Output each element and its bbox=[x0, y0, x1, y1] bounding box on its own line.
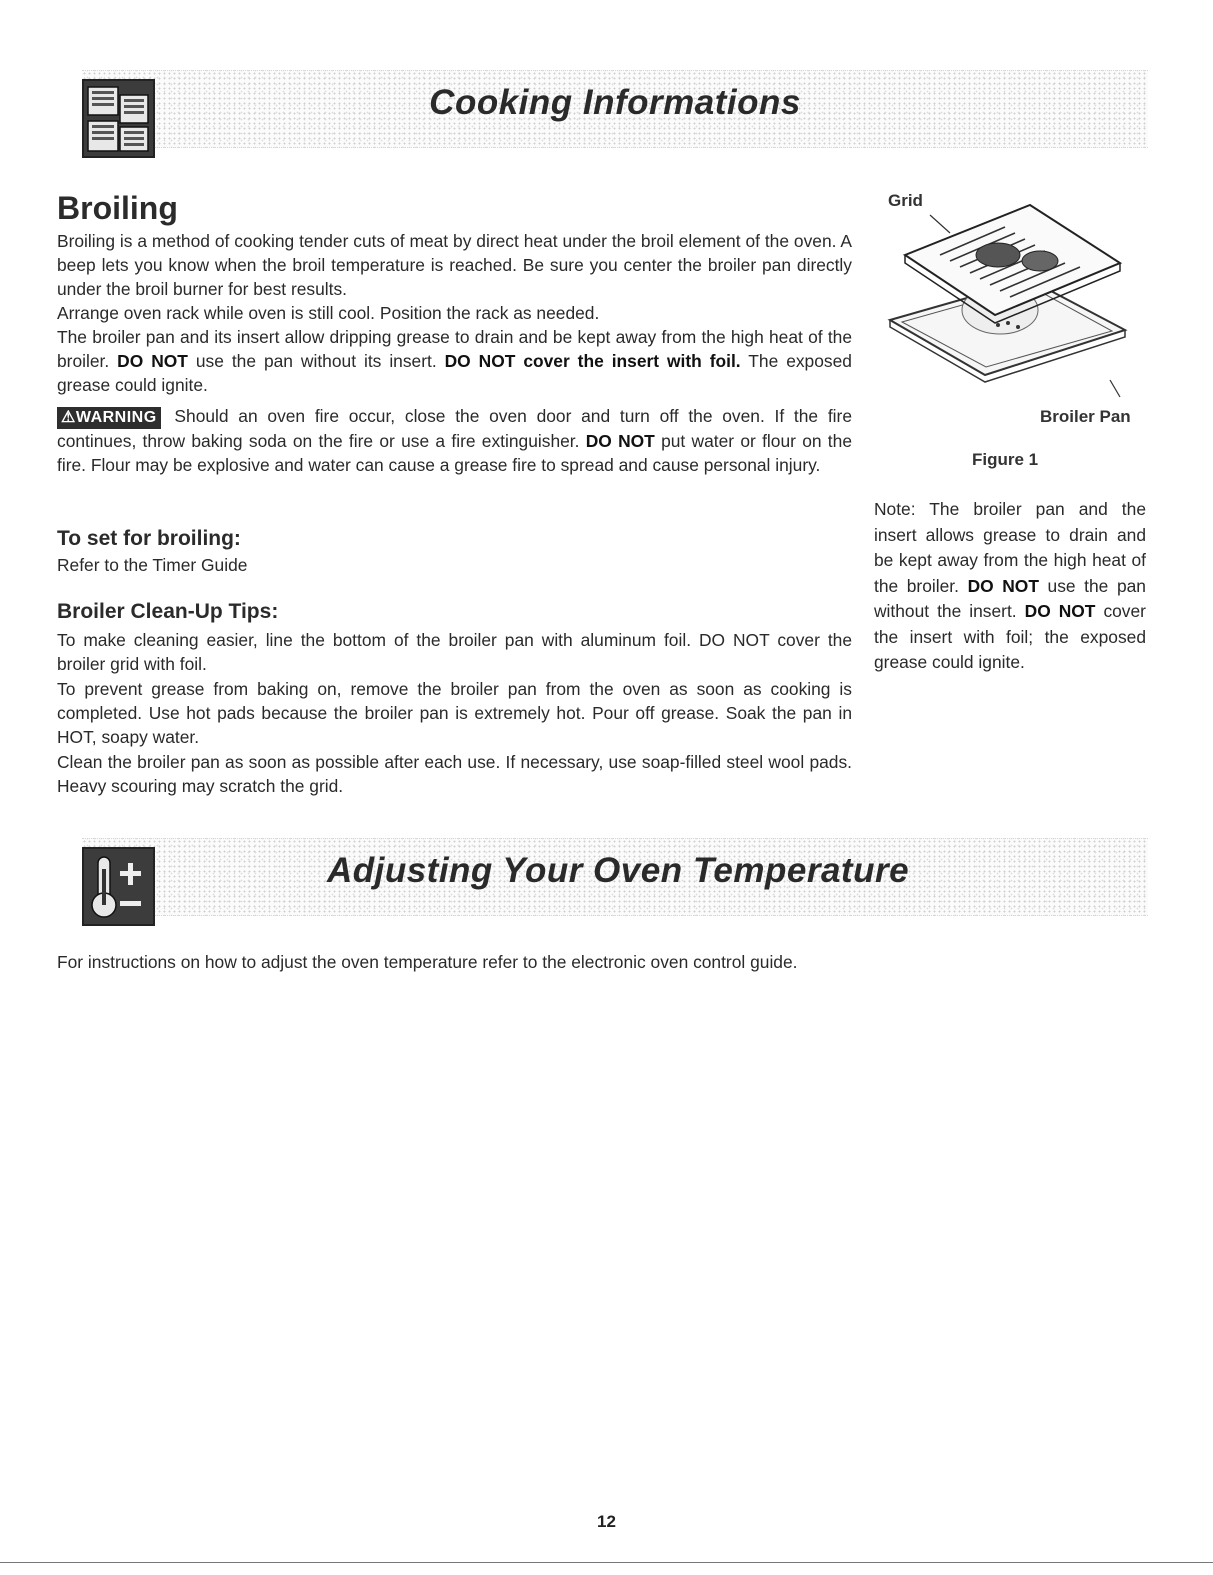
cleanup-tip-2 bbox=[57, 677, 852, 749]
paragraph-text: use the pan without its insert. bbox=[195, 351, 437, 371]
note-text: cover the insert with foil; the exposed grease could ignite. bbox=[874, 601, 1146, 672]
note-text: use the pan without the insert. bbox=[874, 575, 1146, 621]
section-banner-cooking bbox=[82, 70, 1148, 148]
cleanup-tip-1 bbox=[57, 628, 852, 676]
cleanup-heading: Broiler Clean-Up Tips: bbox=[57, 600, 279, 623]
section-banner-temperature bbox=[82, 838, 1148, 916]
paragraph-text: To make cleaning easier, line the bottom of the broiler pan with aluminum foil. DO NOT cover the broiler grid with foil. bbox=[57, 630, 852, 674]
insert-instruction bbox=[57, 325, 852, 397]
paragraph-text: The exposed grease could ignite. bbox=[57, 351, 852, 395]
emphasis-text: DO NOT bbox=[1024, 601, 1096, 621]
paragraph-text: The broiler pan and its insert allow dripping grease to drain and be kept away from the high heat of the broiler. bbox=[57, 327, 852, 371]
cleanup-tip-3 bbox=[57, 750, 852, 798]
grid-label: Grid bbox=[888, 191, 923, 210]
broiling-intro bbox=[57, 229, 852, 301]
broiler-pan-label: Broiler Pan bbox=[1040, 407, 1131, 426]
paragraph-text: put water or flour on the fire. Flour may be explosive and water can cause a grease fire to spread and cause personal injury. bbox=[57, 431, 852, 475]
paragraph-text: Refer to the Timer Guide bbox=[57, 555, 248, 575]
emphasis-text: DO NOT bbox=[967, 575, 1039, 596]
warning-paragraph bbox=[57, 404, 852, 477]
paragraph-text: To prevent grease from baking on, remove the broiler pan from the oven as soon as cooking is completed. Use hot pads because the broiler pan is extremely hot. Pour off grease. Soak the pan in HOT, soapy water. bbox=[57, 679, 852, 747]
emphasis-text: DO NOT cover the insert with foil. bbox=[444, 351, 741, 371]
emphasis-text: DO NOT bbox=[117, 351, 188, 371]
broiler-pan-illustration bbox=[880, 185, 1160, 425]
adjust-temperature-text: For instructions on how to adjust the oven temperature refer to the electronic oven control guide. bbox=[57, 952, 798, 972]
rack-instruction bbox=[57, 301, 852, 325]
section-title: Adjusting Your Oven Temperature bbox=[326, 851, 910, 890]
set-broiling-text bbox=[57, 553, 852, 577]
broiling-heading: Broiling bbox=[57, 190, 178, 226]
bottom-rule bbox=[0, 1562, 1213, 1563]
section-title: Cooking Informations bbox=[429, 83, 801, 122]
figure-note bbox=[874, 497, 1146, 676]
paragraph-text: Clean the broiler pan as soon as possible after each use. If necessary, use soap-filled steel wool pads. Heavy scouring may scratch the grid. bbox=[57, 752, 852, 796]
paragraph-text: Broiling is a method of cooking tender cuts of meat by direct heat under the broil element of the oven. A beep lets you know when the broil temperature is reached. Be sure you center the broiler pan directly under the broil burner for best results. bbox=[57, 231, 852, 299]
warning-badge: ⚠WARNING bbox=[57, 407, 161, 429]
set-broiling-heading: To set for broiling: bbox=[57, 527, 241, 550]
paragraph-text: Arrange oven rack while oven is still cool. Position the rack as needed. bbox=[57, 303, 600, 323]
note-text: Note: The broiler pan and the insert allows grease to drain and be kept away from the high heat of the broiler. bbox=[874, 499, 1146, 596]
figure-caption: Figure 1 bbox=[972, 450, 1039, 469]
page-number: 12 bbox=[597, 1512, 616, 1531]
paragraph-text: Should an oven fire occur, close the oven door and turn off the oven. If the fire continues, throw baking soda on the fire or use a fire extinguisher. bbox=[57, 406, 852, 451]
broiler-pan-figure bbox=[880, 185, 1160, 485]
emphasis-text: DO NOT bbox=[585, 431, 655, 451]
warning-badge-label: WARNING bbox=[75, 409, 157, 426]
